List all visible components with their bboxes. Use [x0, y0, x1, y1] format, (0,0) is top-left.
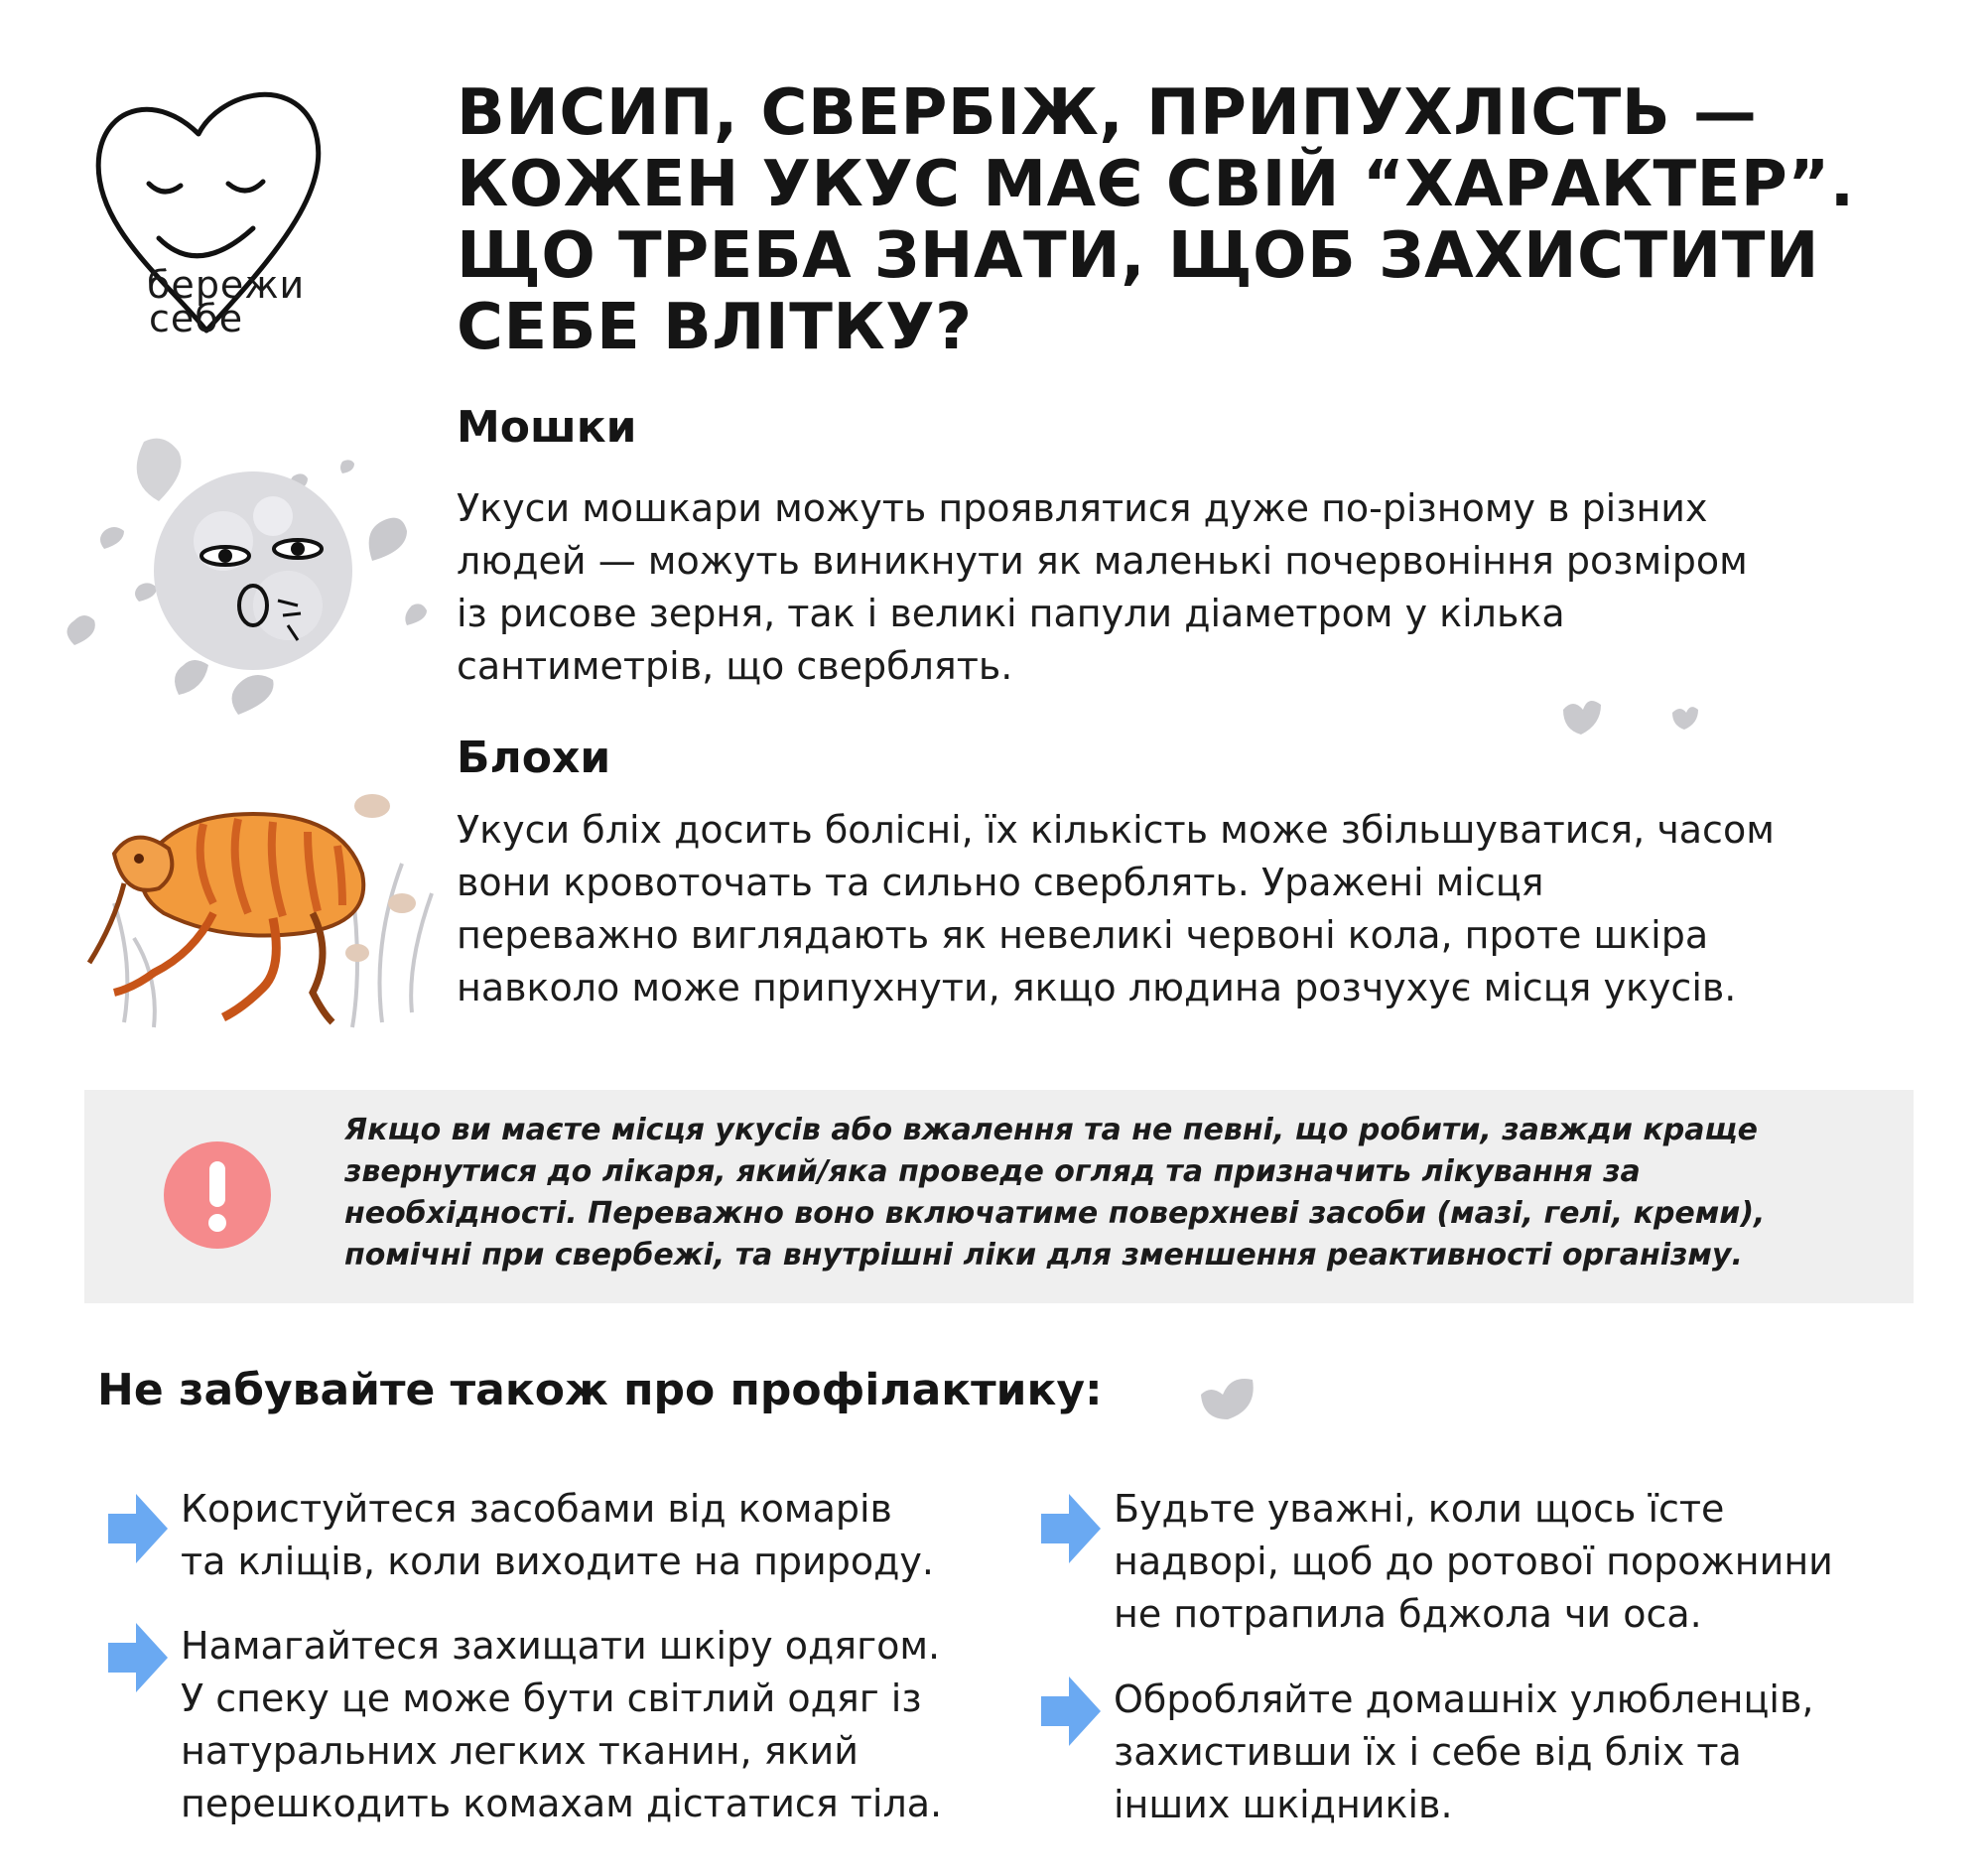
arrow-right-icon: [104, 1492, 170, 1565]
text-line: із рисове зерня, так і великі папули діаметром у кілька: [457, 592, 1565, 635]
warning-line: звернутися до лікаря, який/яка проведе огляд та призначить лікування за: [344, 1154, 1641, 1189]
warning-line: Якщо ви маєте місця укусів або вжалення та не певні, що робити, завжди краще: [344, 1113, 1758, 1147]
tip-line: Будьте уважні, коли щось їсте: [1114, 1487, 1725, 1531]
tip-line: та кліщів, коли виходите на природу.: [181, 1540, 934, 1583]
title-line: СЕБЕ ВЛІТКУ?: [457, 291, 973, 364]
tip-line: не потрапила бджола чи оса.: [1114, 1592, 1702, 1636]
text-line: Укуси мошкари можуть проявлятися дуже по-різному в різних: [457, 486, 1708, 530]
text-line: навколо може припухнути, якщо людина розчухує місця укусів.: [457, 966, 1737, 1009]
arrow-right-icon: [1037, 1492, 1103, 1565]
flea-illustration-icon: [84, 784, 442, 1032]
tip-item: [181, 1620, 942, 1830]
page-title: [457, 77, 1925, 363]
tip-line: Намагайтеся захищати шкіру одягом.: [181, 1624, 941, 1668]
heart-decoration-icon: [1196, 1365, 1265, 1424]
arrow-right-icon: [104, 1621, 170, 1694]
prevention-heading: Не забувайте також про профілактику:: [97, 1365, 1103, 1415]
title-line: КОЖЕН УКУС МАЄ СВІЙ “ХАРАКТЕР”.: [457, 148, 1855, 221]
tip-line: У спеку це може бути світлий одяг із: [181, 1676, 922, 1720]
title-line: ВИСИП, СВЕРБІЖ, ПРИПУХЛІСТЬ —: [457, 76, 1758, 150]
text-line: людей — можуть виникнути як маленькі почервоніння розміром: [457, 539, 1748, 583]
text-line: переважно виглядають як невеликі червоні кола, проте шкіра: [457, 913, 1709, 957]
arrow-right-icon: [1037, 1675, 1103, 1748]
tip-line: надворі, щоб до ротової порожнини: [1114, 1540, 1833, 1583]
section-text-fleas: [457, 804, 1925, 1014]
text-line: сантиметрів, що сверблять.: [457, 644, 1013, 688]
warning-line: необхідності. Переважно воно включатиме поверхневі засоби (мазі, гелі, креми),: [344, 1196, 1766, 1231]
warning-line: помічні при свербежі, та внутрішні ліки для зменшення реактивності організму.: [344, 1238, 1743, 1273]
logo-wordmark: [147, 263, 306, 340]
exclamation-icon: [164, 1141, 271, 1249]
logo-line-2: себе: [149, 297, 244, 340]
logo-line-1: бережи: [147, 263, 306, 307]
tip-line: Користуйтеся засобами від комарів: [181, 1487, 892, 1531]
heart-decoration-icon: [1558, 685, 1707, 735]
tip-line: інших шкідників.: [1114, 1783, 1453, 1826]
gnat-illustration-icon: [45, 422, 442, 749]
section-heading-gnats: Мошки: [457, 402, 637, 453]
tip-item: [181, 1483, 934, 1588]
title-line: ЩО ТРЕБА ЗНАТИ, ЩОБ ЗАХИСТИТИ: [457, 219, 1819, 293]
tip-item: [1114, 1483, 1833, 1641]
warning-text: [344, 1110, 1893, 1276]
section-text-gnats: [457, 482, 1925, 693]
section-heading-fleas: Блохи: [457, 733, 611, 783]
tip-item: [1114, 1674, 1813, 1831]
text-line: Укуси бліх досить болісні, їх кількість може збільшуватися, часом: [457, 808, 1775, 852]
tip-line: захистивши їх і себе від бліх та: [1114, 1730, 1742, 1774]
tip-line: натуральних легких тканин, який: [181, 1729, 859, 1773]
tip-line: перешкодить комахам дістатися тіла.: [181, 1782, 943, 1825]
tip-line: Обробляйте домашніх улюбленців,: [1114, 1677, 1814, 1721]
text-line: вони кровоточать та сильно сверблять. Уражені місця: [457, 861, 1544, 904]
